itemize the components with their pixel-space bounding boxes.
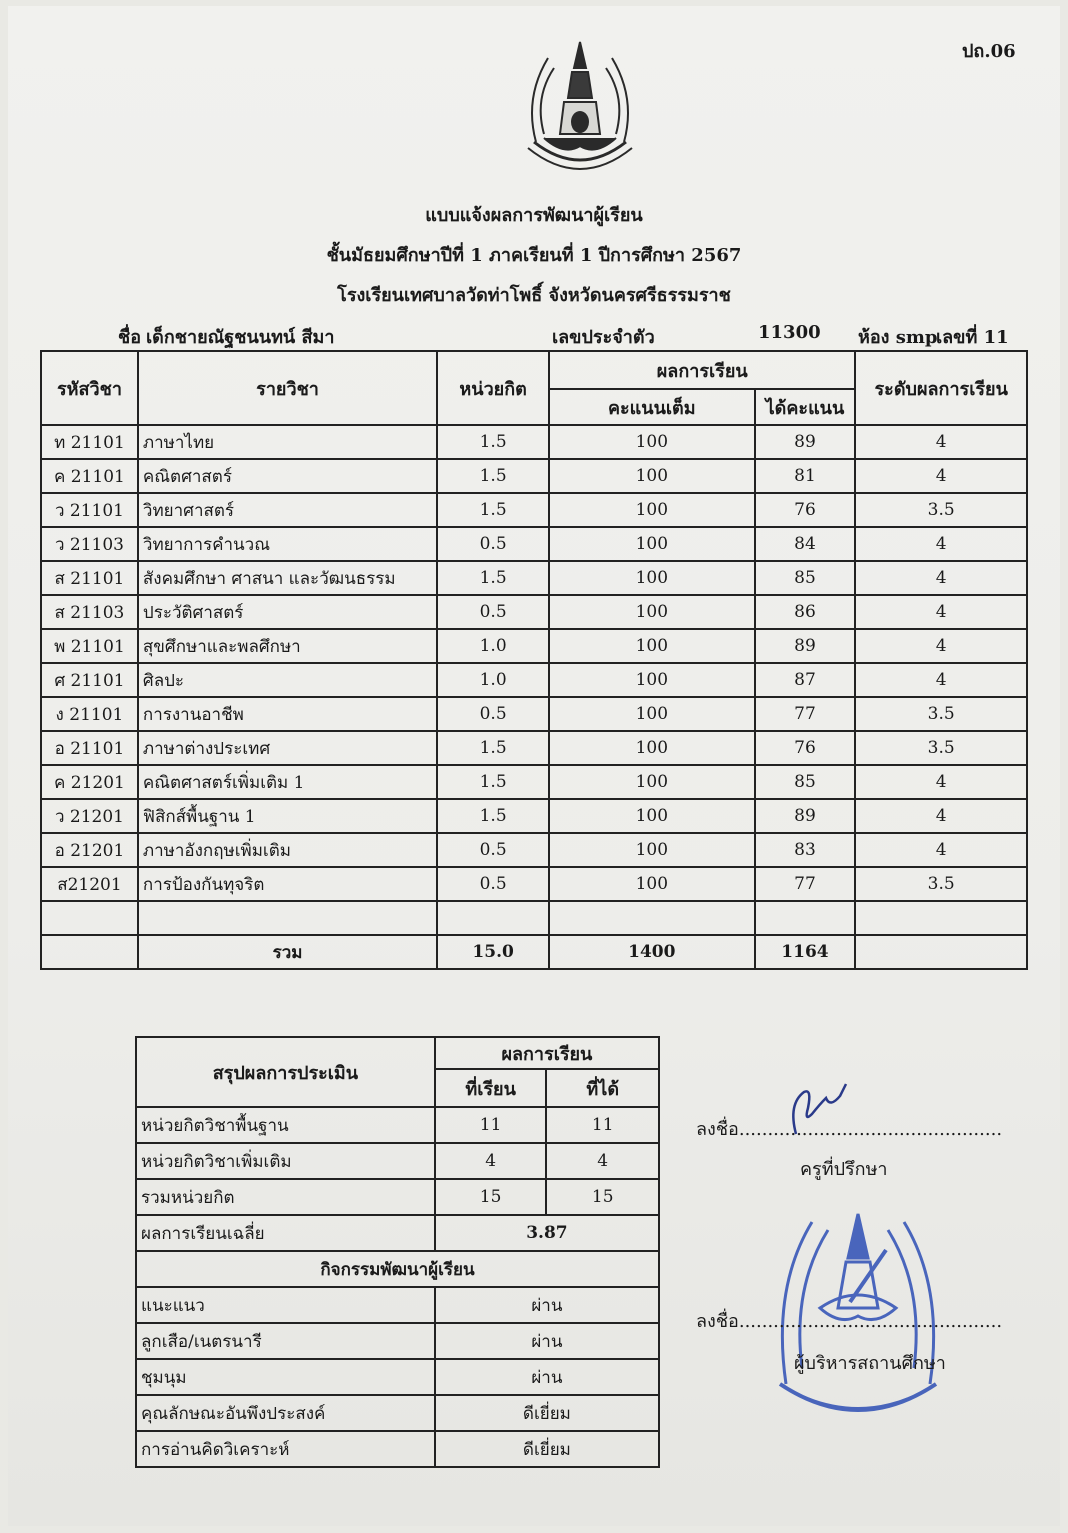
obtained-score: 76 [755,493,856,527]
grade-level: 4 [855,595,1027,629]
table-row [41,561,1027,595]
summary-row [136,1143,659,1179]
empty-cell [41,901,138,935]
subject-credits: 1.5 [437,493,549,527]
subject-code: ง 21101 [41,697,138,731]
obtained-score: 89 [755,629,856,663]
grades-table [40,350,1028,970]
activity-result: ดีเยี่ยม [435,1431,659,1467]
activity-row [136,1395,659,1431]
grade-level: 4 [855,799,1027,833]
subject-code: ส 21103 [41,595,138,629]
subject-name: วิทยาศาสตร์ [138,493,437,527]
obtained-score: 77 [755,867,856,901]
subject-credits: 0.5 [437,697,549,731]
school-line: โรงเรียนเทศบาลวัดท่าโพธิ์ จังหวัดนครศรีธรรมราช [337,285,731,306]
credits-studied: 4 [435,1143,547,1179]
subject-code: ว 21103 [41,527,138,561]
activity-row [136,1323,659,1359]
table-row [41,527,1027,561]
signature-line-advisor: ลงชื่อ.............................................. [696,1119,1003,1140]
subject-code: ศ 21101 [41,663,138,697]
total-label: รวม [138,935,437,969]
credits-studied: 11 [435,1107,547,1143]
table-row [41,663,1027,697]
subject-name: คณิตศาสตร์ [138,459,437,493]
full-score: 100 [549,833,754,867]
table-row [41,799,1027,833]
grade-level: 4 [855,833,1027,867]
grade-level: 4 [855,425,1027,459]
subject-name: ฟิสิกส์พื้นฐาน 1 [138,799,437,833]
subject-code: อ 21101 [41,731,138,765]
full-score: 100 [549,629,754,663]
subject-credits: 1.0 [437,663,549,697]
full-score: 100 [549,867,754,901]
subject-code: พ 21101 [41,629,138,663]
table-row [41,425,1027,459]
grade-level: 4 [855,765,1027,799]
student-id: 11300 [758,322,821,343]
table-row [41,629,1027,663]
empty-cell [855,901,1027,935]
gpa-value: 3.87 [435,1215,659,1251]
activity-row [136,1287,659,1323]
student-name-label: ชื่อ [118,327,142,348]
full-score: 100 [549,765,754,799]
activity-result: ดีเยี่ยม [435,1395,659,1431]
obtained-score: 83 [755,833,856,867]
activities-title: กิจกรรมพัฒนาผู้เรียน [136,1251,659,1287]
header-credits: หน่วยกิต [437,351,549,425]
table-row [41,493,1027,527]
subject-credits: 1.5 [437,731,549,765]
header-subject: รายวิชา [138,351,437,425]
header-full-score: คะแนนเต็ม [549,389,754,425]
summary-row [136,1107,659,1143]
subject-code: ส21201 [41,867,138,901]
header-code: รหัสวิชา [41,351,138,425]
subject-credits: 1.5 [437,765,549,799]
subject-name: วิทยาการคำนวณ [138,527,437,561]
subject-name: ภาษาต่างประเทศ [138,731,437,765]
empty-cell [755,901,856,935]
table-row [41,459,1027,493]
empty-cell [855,935,1027,969]
advisor-role: ครูที่ปรึกษา [800,1159,888,1180]
subject-name: สุขศึกษาและพลศึกษา [138,629,437,663]
summary-row [136,1179,659,1215]
subject-code: ค 21101 [41,459,138,493]
credits-earned: 4 [546,1143,659,1179]
subject-name: คณิตศาสตร์เพิ่มเติม 1 [138,765,437,799]
grade-level: 4 [855,459,1027,493]
signature-line-director: ลงชื่อ.............................................. [696,1311,1003,1332]
class-term-line: ชั้นมัธยมศึกษาปีที่ 1 ภาคเรียนที่ 1 ปีการศึกษา 2567 [326,245,742,266]
table-row [41,731,1027,765]
subject-code: ค 21201 [41,765,138,799]
subject-code: ท 21101 [41,425,138,459]
subject-credits: 1.5 [437,459,549,493]
activity-row [136,1359,659,1395]
activity-label: แนะแนว [136,1287,435,1323]
grade-level: 4 [855,527,1027,561]
summary-label: หน่วยกิตวิชาเพิ่มเติม [136,1143,435,1179]
grade-level: 4 [855,663,1027,697]
full-score: 100 [549,663,754,697]
subject-name: ภาษาอังกฤษเพิ่มเติม [138,833,437,867]
credits-earned: 15 [546,1179,659,1215]
obtained-score: 81 [755,459,856,493]
obtained-score: 85 [755,765,856,799]
full-score: 100 [549,595,754,629]
grade-level: 3.5 [855,697,1027,731]
activity-label: การอ่านคิดวิเคราะห์ [136,1431,435,1467]
subject-credits: 1.5 [437,799,549,833]
table-row [41,833,1027,867]
activity-label: ลูกเสือ/เนตรนารี [136,1323,435,1359]
obtained-score: 84 [755,527,856,561]
summary-label: รวมหน่วยกิต [136,1179,435,1215]
student-number: เลขที่ 11 [936,327,1009,348]
empty-cell [41,935,138,969]
subject-name: สังคมศึกษา ศาสนา และวัฒนธรรม [138,561,437,595]
studied-header: ที่เรียน [435,1069,547,1107]
activity-result: ผ่าน [435,1323,659,1359]
document-title: แบบแจ้งผลการพัฒนาผู้เรียน [425,205,643,226]
full-score: 100 [549,697,754,731]
total-score: 1164 [755,935,856,969]
obtained-score: 87 [755,663,856,697]
subject-name: การงานอาชีพ [138,697,437,731]
subject-name: การป้องกันทุจริต [138,867,437,901]
full-score: 100 [549,561,754,595]
subject-code: ว 21201 [41,799,138,833]
header-results: ผลการเรียน [549,351,855,389]
room-label: ห้อง smp [858,327,938,348]
subject-credits: 1.5 [437,425,549,459]
table-row [41,697,1027,731]
activity-result: ผ่าน [435,1359,659,1395]
obtained-score: 89 [755,425,856,459]
grade-level: 4 [855,561,1027,595]
gpa-label: ผลการเรียนเฉลี่ย [136,1215,435,1251]
full-score: 100 [549,799,754,833]
obtained-score: 86 [755,595,856,629]
subject-credits: 1.0 [437,629,549,663]
obtained-score: 89 [755,799,856,833]
obtained-score: 77 [755,697,856,731]
obtained-score: 76 [755,731,856,765]
subject-code: อ 21201 [41,833,138,867]
full-score: 100 [549,731,754,765]
subject-credits: 0.5 [437,527,549,561]
table-row [41,595,1027,629]
empty-cell [138,901,437,935]
table-row [41,765,1027,799]
subject-credits: 0.5 [437,867,549,901]
table-row [41,867,1027,901]
student-name: เด็กชายณัฐชนนทน์ สีมา [146,327,335,348]
full-score: 100 [549,425,754,459]
grade-level: 3.5 [855,867,1027,901]
director-role: ผู้บริหารสถานศึกษา [794,1353,946,1374]
grade-level: 3.5 [855,731,1027,765]
subject-name: ประวัติศาสตร์ [138,595,437,629]
subject-credits: 0.5 [437,833,549,867]
activity-label: ชุมนุม [136,1359,435,1395]
credits-studied: 15 [435,1179,547,1215]
summary-table [135,1036,660,1468]
form-code: ปถ.06 [962,41,1016,62]
activity-label: คุณลักษณะอันพึงประสงค์ [136,1395,435,1431]
full-score: 100 [549,527,754,561]
empty-cell [549,901,754,935]
summary-label: หน่วยกิตวิชาพื้นฐาน [136,1107,435,1143]
subject-credits: 1.5 [437,561,549,595]
grade-level: 4 [855,629,1027,663]
student-id-label: เลขประจำตัว [552,327,655,348]
total-credits: 15.0 [437,935,549,969]
empty-cell [437,901,549,935]
obtained-score: 85 [755,561,856,595]
total-full-score: 1400 [549,935,754,969]
full-score: 100 [549,459,754,493]
header-grade: ระดับผลการเรียน [855,351,1027,425]
subject-name: ภาษาไทย [138,425,437,459]
grade-level: 3.5 [855,493,1027,527]
earned-header: ที่ได้ [546,1069,659,1107]
summary-results-header: ผลการเรียน [435,1037,659,1069]
activity-row [136,1431,659,1467]
subject-credits: 0.5 [437,595,549,629]
full-score: 100 [549,493,754,527]
credits-earned: 11 [546,1107,659,1143]
activity-result: ผ่าน [435,1287,659,1323]
summary-title: สรุปผลการประเมิน [136,1037,435,1107]
subject-name: ศิลปะ [138,663,437,697]
header-score: ได้คะแนน [755,389,856,425]
school-logo [514,38,646,188]
subject-code: ส 21101 [41,561,138,595]
subject-code: ว 21101 [41,493,138,527]
